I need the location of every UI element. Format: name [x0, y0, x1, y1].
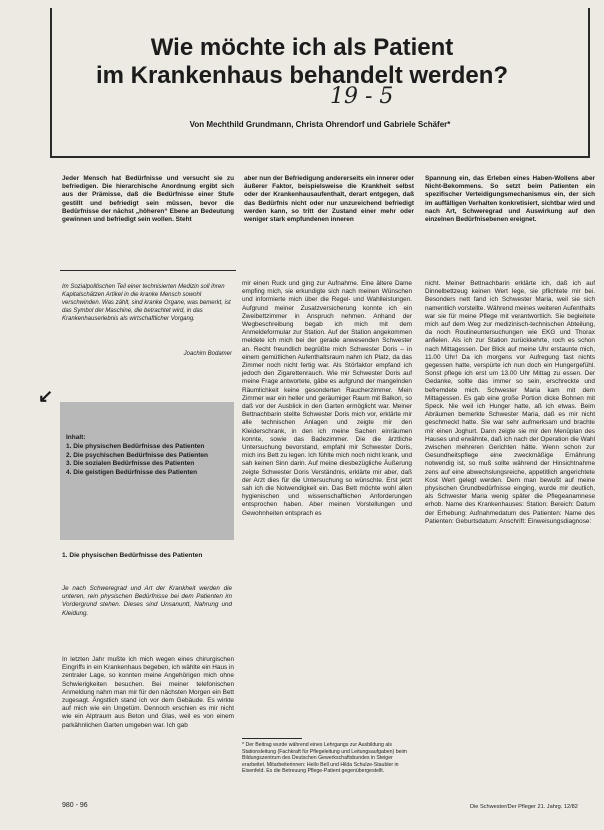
article-title-line1: Wie möchte ich als Patient — [150, 34, 454, 61]
page-number: 980 - 96 — [62, 802, 88, 809]
contents-item: 3. Die sozialen Bedürfnisse des Patienten — [66, 460, 195, 468]
contents-list — [66, 443, 228, 477]
intro-column-1: Jeder Mensch hat Bedürfnisse und versucht sie zu befriedigen. Die hierarchische Anordnung ergibt sich aus der Prämisse, daß die Bedürfnisse einer Stufe gestillt und befriedigt sein müssen, bevor die Bedürfnisse der nächst „höheren“ Ebene an Bedeutung gewinnen und befriedigt sein wollen. Steht — [62, 175, 234, 224]
body-column-1: In letzten Jahr mußte ich mich wegen eines chirurgischen Eingriffs in ein Krankenhaus begeben, ich wählte ein Haus in zentraler Lage, so konnten meine Angehörigen mich ohne Schwierigkeiten besuchen. Bei meiner telefonischen Anmeldung nahm man mir für den nächsten Morgen ein Bett zugesagt. Ängstlich stand ich vor dem Gebäude. Es wirkte auf mich wie ein Ungetüm. Dennoch erschien es mir nicht wie ein Alptraum aus Beton und Glas, weil es von einem parkähnlichen Garten umgeben war. Ich gab — [62, 656, 234, 729]
epigraph-author: Joachim Bodamer — [183, 351, 232, 357]
contents-item: 4. Die geistigen Bedürfnisse des Patienten — [66, 468, 198, 476]
article-title-line2: im Krankenhaus behandelt werden? — [95, 62, 509, 89]
contents-item: 2. Die psychischen Bedürfnisse des Patienten — [66, 451, 208, 459]
journal-reference: Die Schwester/Der Pfleger 21. Jahrg. 12/82 — [470, 804, 578, 810]
footnote-rule — [242, 738, 302, 739]
contents-item: 1. Die physischen Bedürfnisse des Patienten — [66, 443, 205, 450]
margin-mark-icon: ↙ — [38, 386, 54, 406]
section-title: 1. Die physischen Bedürfnisse des Patienten — [62, 552, 203, 559]
contents-heading: Inhalt: — [66, 434, 86, 441]
article-authors: Von Mechthild Grundmann, Christa Ohrendorf und Gabriele Schäfer* — [189, 120, 451, 129]
handwritten-note: 19 - 5 — [330, 84, 394, 109]
epigraph-quote: Im Sozialpolitischen Teil einer technisierten Medizin soll ihren Kapitalschätzen Artikel in die kranke Mensch sowohl verschwinden. Was zählt, sind kranke Organe, was bemerkt, ist das Symbol der Maschine, die betrachtet wird, in das Krankenhauserlebnis als wirtschaftlicher Vorgang. — [62, 284, 231, 322]
footnote: * Der Beitrag wurde während eines Lehrgangs zur Ausbildung als Stationsleitung (Fachkraft für Pflegeleitung und Leitungsaufgaben) beim Bildungszentrum des Deutschen Gewerkschaftsbundes in Steiger erarbeitet. Mitarbeiterinnen: Hello Bell und Hilda Schulze-Staubler in Eisenfeld. Es die Betreuung Pflege-Patient gegenübergestellt. — [242, 742, 407, 775]
body-column-2: mir einen Ruck und ging zur Aufnahme. Eine ältere Dame empfing mich, sie erkundigte sich nach meinen Wünschen und informierte mich über die Regel- und Wahlleistungen. Aufgrund meiner Zusatzversicherung konnte ich ein Zweibettzimmer in Anspruch nehmen. Anhand der Wegbeschreibung begab ich mich mit dem Anmeldeformular zur Station. Auf der Station angekommen meldete ich mich bei der gerade anwesenden Schwester an. Recht freundlich begrüßte mich Schwester Doris – in einem gemütlichen Aufenthaltsraum nahm ich Platz, da das Zimmer noch nicht fertig war. Als Störfaktor empfand ich jedoch den Zigarettenrauch. Wie mir Schwester Doris auf meine Frage antwortete, gäbe es aufgrund der mangelnden Räumlichkeit keine gesonderten Raucherzimmer. Mein Zimmer war ein heller und geräumiger Raum mit Balkon, so daß vor der Ausblick in den Garten ermöglicht war. Meiner Bettnachbarin stellte Schwester Doris mich vor, erklärte mir alle technischen Anlagen und zeigte mir den Kleiderschrank, in den ich meine Sachen einräumen konnte, sowie das Badezimmer. Die die ärztliche Untersuchung bevorstand, empfahl mir Schwester Doris, mich ins Bett zu legen. Ich fühlte mich noch nicht krank, und sah keinen Sinn darin. Auf meine diesbezügliche Äußerung zeigte Schwester Doris Verständnis, erklärte mir aber, daß der Arzt dies für die Untersuchung so wünschte. Erst jetzt sah ich die Notwendigkeit ein. Das Bett möchte wohl allen hygienischen und wissenschaftlichen Anforderungen entsprochen haben. Aber meinen Vorstellungen und Gewohnheiten entsprach es — [242, 280, 412, 517]
quote-top-rule — [60, 270, 236, 271]
frame-bottom-rule — [50, 156, 590, 158]
body-column-3: nicht. Meiner Bettnachbarin erklärte ich, daß ich auf Dinnelbettzeug keinen Wert lege, sie pflichtete mir bei. Besonders nett fand ich Schwester Maria, weil sie sich namentlich vorstellte. Während meines weiteren Aufenthalts war sie für meine Pflege mit verantwortlich. Sie begleitete mich auf dem Weg zur medizinisch-technischen Abteilung, da noch Routineuntersuchungen wie EKG und Thorax anfielen. Als ich zur Station zurückkehrte, roch es schon nach Mittagessen. Der Blick auf meine Uhr erstaunte mich, 11.00 Uhr! Da ich morgens vor Aufregung fast nichts gegessen hatte, verspürte ich nun doch ein Hungergefühl. Sonst pflege ich erst um 13.00 Uhr Mittag zu essen. Der Gedanke, sollte das immer so sein, erschreckte und befremdete mich. Schwester Maria kam mit dem Mittagessen. Es gab eine große Portion dicke Bohnen mit Speck. Nie weil ich Hunger hatte, aß ich etwas. Beim Abräumen bemerkte Schwester Maria, daß es mir nicht geschmeckt hatte. Sie war sehr aufmerksam und brachte mir einen Joghurt. Dann zeigte sie mir den Menüplan des Hauses und erwähnte, daß ich nach der Operation die Wahl zwischen mehreren Gerichten hätte. Wenn schon zur Gesundheitspflege eine zweckmäßige Ernährung notwendig ist, so muß sollte während der Hinsichtnahme zens auf eine abwechslungsreiche, appetitlich angerichtete Kost Wert gelegt werden. Dem man bewußt auf meine physischen Grundbedürfnisse einging, wurde mir deutlich, als Schwester Maria wenig später die Pflegeanamnese erhob. Name des Krankenhauses: Station: Bereich: Datum der Erhebung: Aufnahmedatum des Patienten: Name des Patienten: Geburtsdatum: Anschrift: Einweisungsdiagnose: — [425, 280, 595, 525]
intro-column-2: aber nun der Befriedigung andererseits ein innerer oder äußerer Faktor, beispielsweise die Krankheit selbst oder der Krankenhausaufenthalt, derart entgegen, daß das Bedürfnis nicht oder nur unzureichend befriedigt werden kann, so tritt der Zustand einer mehr oder weniger stark empfundenen inneren — [244, 175, 414, 224]
intro-column-3: Spannung ein, das Erleben eines Haben-Wollens aber Nicht-Bekommens. So setzt beim Patienten ein spezifischer Verteidigungsmechanismus ein, der sich im auffälligen Verhalten konkretisiert, sichtbar wird und nach Art, Schweregrad und Auswirkung auf den einzelnen Bedürfnisebenen ereignet. — [425, 175, 595, 224]
contents-box — [60, 402, 234, 540]
section-intro: Je nach Schweregrad und Art der Krankheit werden die unteren, rein physischen Bedürfnisse bei dem Patienten im Vordergrund stehen. Dieses sind Unsanuntt, Nahrung und Kleidung. — [62, 585, 232, 617]
